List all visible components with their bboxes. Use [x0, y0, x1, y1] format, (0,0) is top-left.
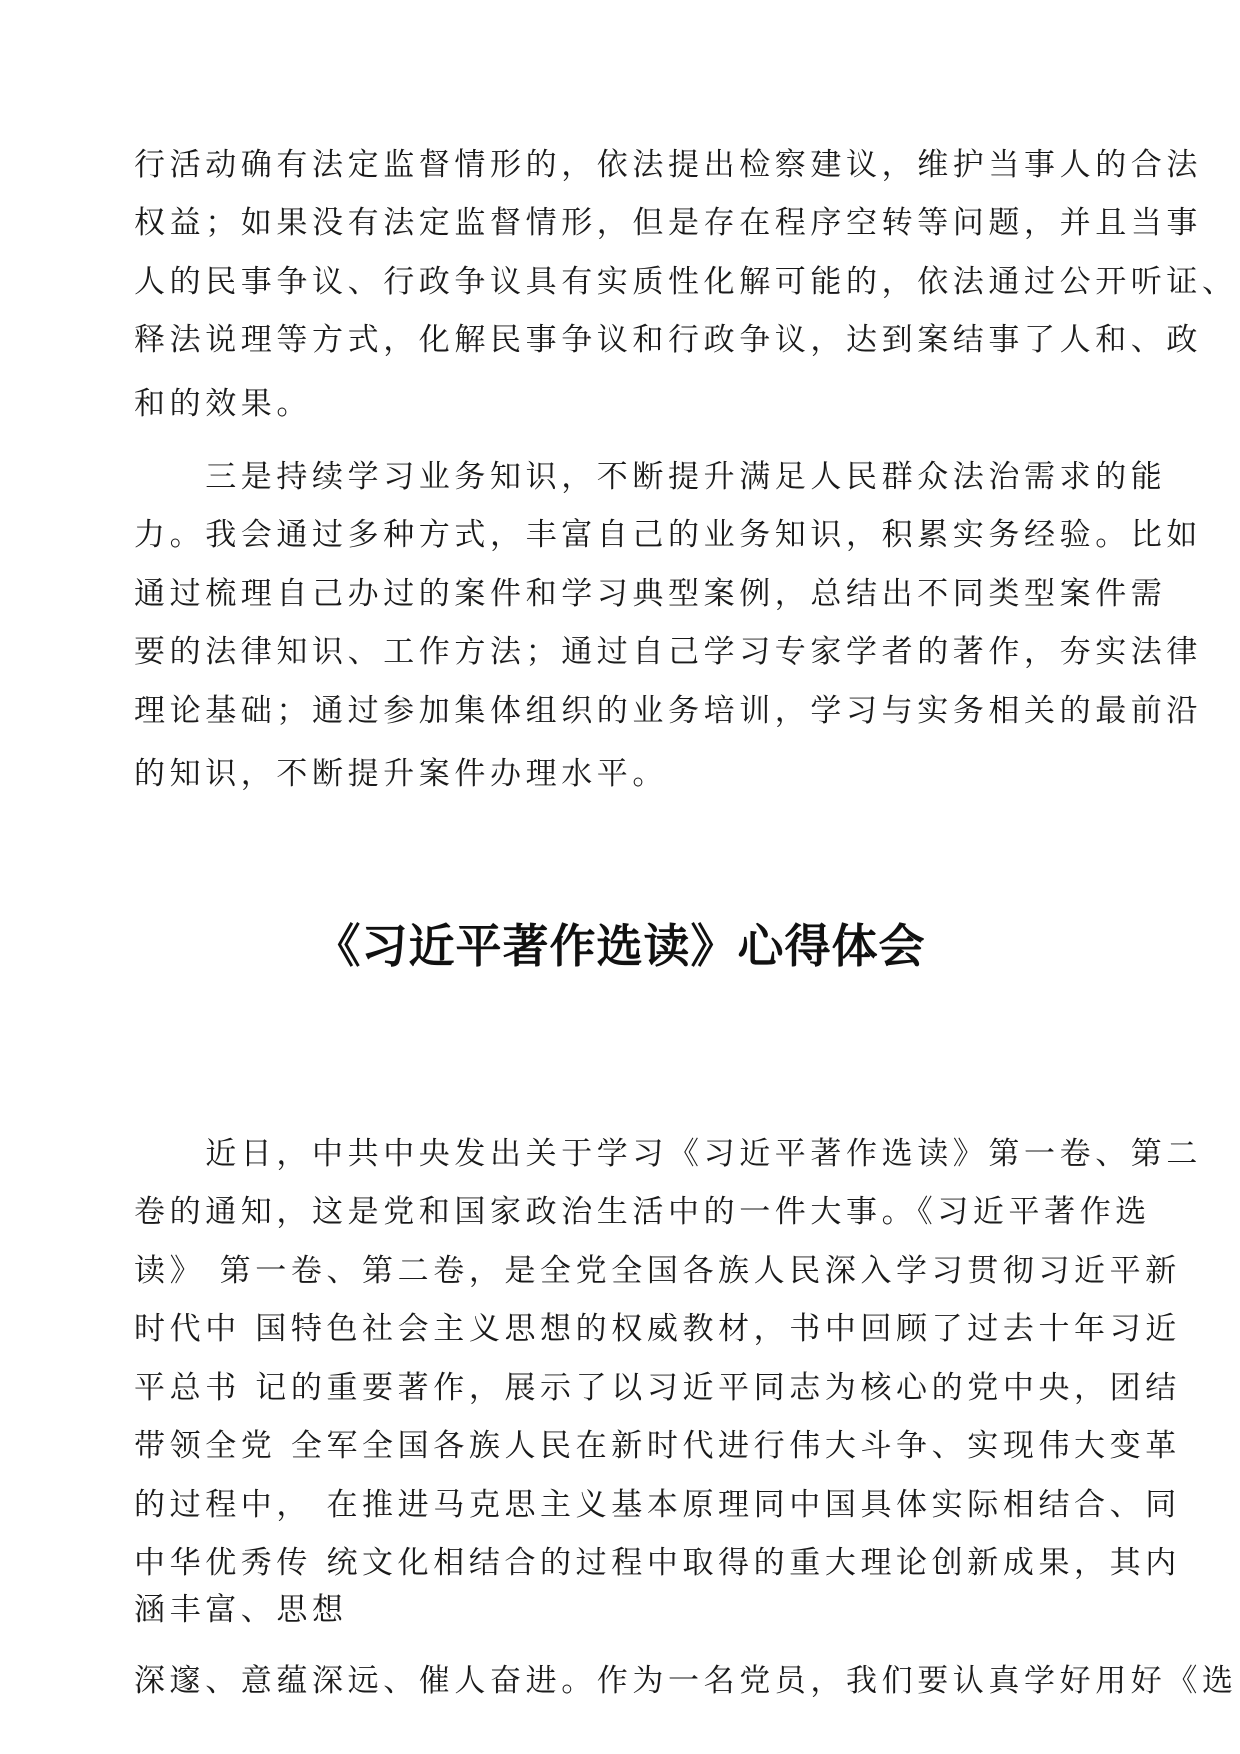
text-line: 的知识，不断提升案件办理水平。: [134, 756, 668, 792]
text-line: 理论基础；通过参加集体组织的业务培训，学习与实务相关的最前沿: [134, 693, 1202, 729]
text-line: 带领全党 全军全国各族人民在新时代进行伟大斗争、实现伟大变革: [134, 1428, 1181, 1464]
text-line: 深邃、意蕴深远、催人奋进。作为一名党员，我们要认真学好用好《选: [134, 1663, 1238, 1699]
text-line: 的过程中， 在推进马克思主义基本原理同中国具体实际相结合、同: [134, 1487, 1181, 1523]
text-line: 中华优秀传 统文化相结合的过程中取得的重大理论创新成果，其内: [134, 1545, 1181, 1581]
text-line: 人的民事争议、行政争议具有实质性化解可能的，依法通过公开听证、: [134, 264, 1238, 300]
text-line: 平总书 记的重要著作，展示了以习近平同志为核心的党中央，团结: [134, 1370, 1181, 1406]
text-line: 和的效果。: [134, 386, 312, 422]
text-line: 涵丰富、思想: [134, 1592, 348, 1628]
text-line: 卷的通知，这是党和国家政治生活中的一件大事。《习近平著作选: [134, 1194, 1151, 1230]
text-line: 时代中 国特色社会主义思想的权威教材，书中回顾了过去十年习近: [134, 1311, 1181, 1347]
text-line: 行活动确有法定监督情形的，依法提出检察建议，维护当事人的合法: [134, 147, 1202, 183]
text-line: 三是持续学习业务知识，不断提升满足人民群众法治需求的能: [134, 459, 1167, 495]
text-line: 释法说理等方式，化解民事争议和行政争议，达到案结事了人和、政: [134, 322, 1202, 358]
text-line: 力。我会通过多种方式，丰富自己的业务知识，积累实务经验。比如: [134, 517, 1202, 553]
text-line: 权益；如果没有法定监督情形，但是存在程序空转等问题，并且当事: [134, 205, 1202, 241]
document-title: 《习近平著作选读》心得体会: [314, 919, 926, 973]
text-line: 要的法律知识、工作方法；通过自己学习专家学者的著作，夯实法律: [134, 634, 1202, 670]
text-line: 通过梳理自己办过的案件和学习典型案例，总结出不同类型案件需: [134, 576, 1167, 612]
text-line: 读》 第一卷、第二卷，是全党全国各族人民深入学习贯彻习近平新: [134, 1253, 1181, 1289]
text-line: 近日，中共中央发出关于学习《习近平著作选读》第一卷、第二: [134, 1136, 1202, 1172]
